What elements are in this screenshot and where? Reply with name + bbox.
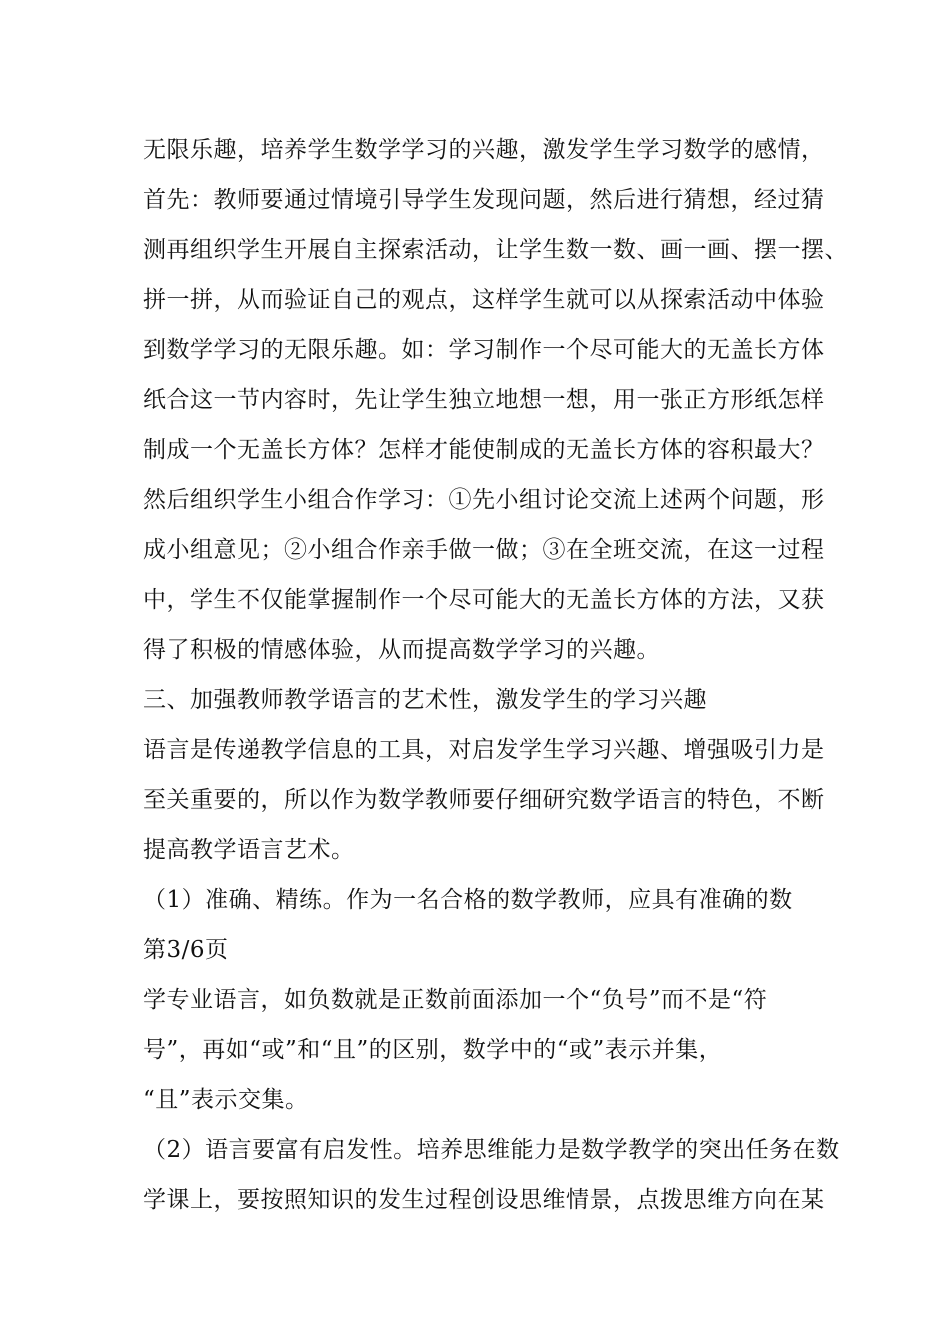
text-line: 到数学学习的无限乐趣。如：学习制作一个尽可能大的无盖长方体 (143, 337, 825, 363)
text-line: 学专业语言，如负数就是正数前面添加一个“负号”而不是“符 (143, 987, 768, 1013)
text-line: 纸合这一节内容时，先让学生独立地想一想，用一张正方形纸怎样 (143, 387, 825, 413)
text-line: 中，学生不仅能掌握制作一个尽可能大的无盖长方体的方法，又获 (143, 587, 825, 613)
text-line: 无限乐趣，培养学生数学学习的兴趣，激发学生学习数学的感情， (143, 137, 825, 163)
text-line: 测再组织学生开展自主探索活动，让学生数一数、画一画、摆一摆、 (143, 237, 848, 263)
text-line: 制成一个无盖长方体？怎样才能使制成的无盖长方体的容积最大？ (143, 437, 825, 463)
text-line: （1）准确、精练。作为一名合格的数学教师，应具有准确的数 (143, 887, 793, 913)
text-line: 首先：教师要通过情境引导学生发现问题，然后进行猜想，经过猜 (143, 187, 825, 213)
text-line: 号”，再如“或”和“且”的区别，数学中的“或”表示并集， (143, 1037, 723, 1063)
text-line: 语言是传递教学信息的工具，对启发学生学习兴趣、增强吸引力是 (143, 737, 825, 763)
text-line: 学课上，要按照知识的发生过程创设思维情景，点拨思维方向在某 (143, 1187, 825, 1213)
text-line: 得了积极的情感体验，从而提高数学学习的兴趣。 (143, 637, 660, 663)
text-line: 然后组织学生小组合作学习：①先小组讨论交流上述两个问题，形 (143, 487, 825, 513)
text-line: （2）语言要富有启发性。培养思维能力是数学教学的突出任务在数 (143, 1137, 840, 1163)
text-line: 拼一拼，从而验证自己的观点，这样学生就可以从探索活动中体验 (143, 287, 825, 313)
text-line: 成小组意见；②小组合作亲手做一做；③在全班交流，在这一过程 (143, 537, 825, 563)
text-line: 提高教学语言艺术。 (143, 837, 355, 863)
text-line: “且”表示交集。 (143, 1087, 309, 1113)
section-heading: 三、加强教师教学语言的艺术性，激发学生的学习兴趣 (143, 687, 707, 713)
page-number: 第3/6页 (143, 937, 229, 963)
text-line: 至关重要的，所以作为数学教师要仔细研究数学语言的特色，不断 (143, 787, 825, 813)
